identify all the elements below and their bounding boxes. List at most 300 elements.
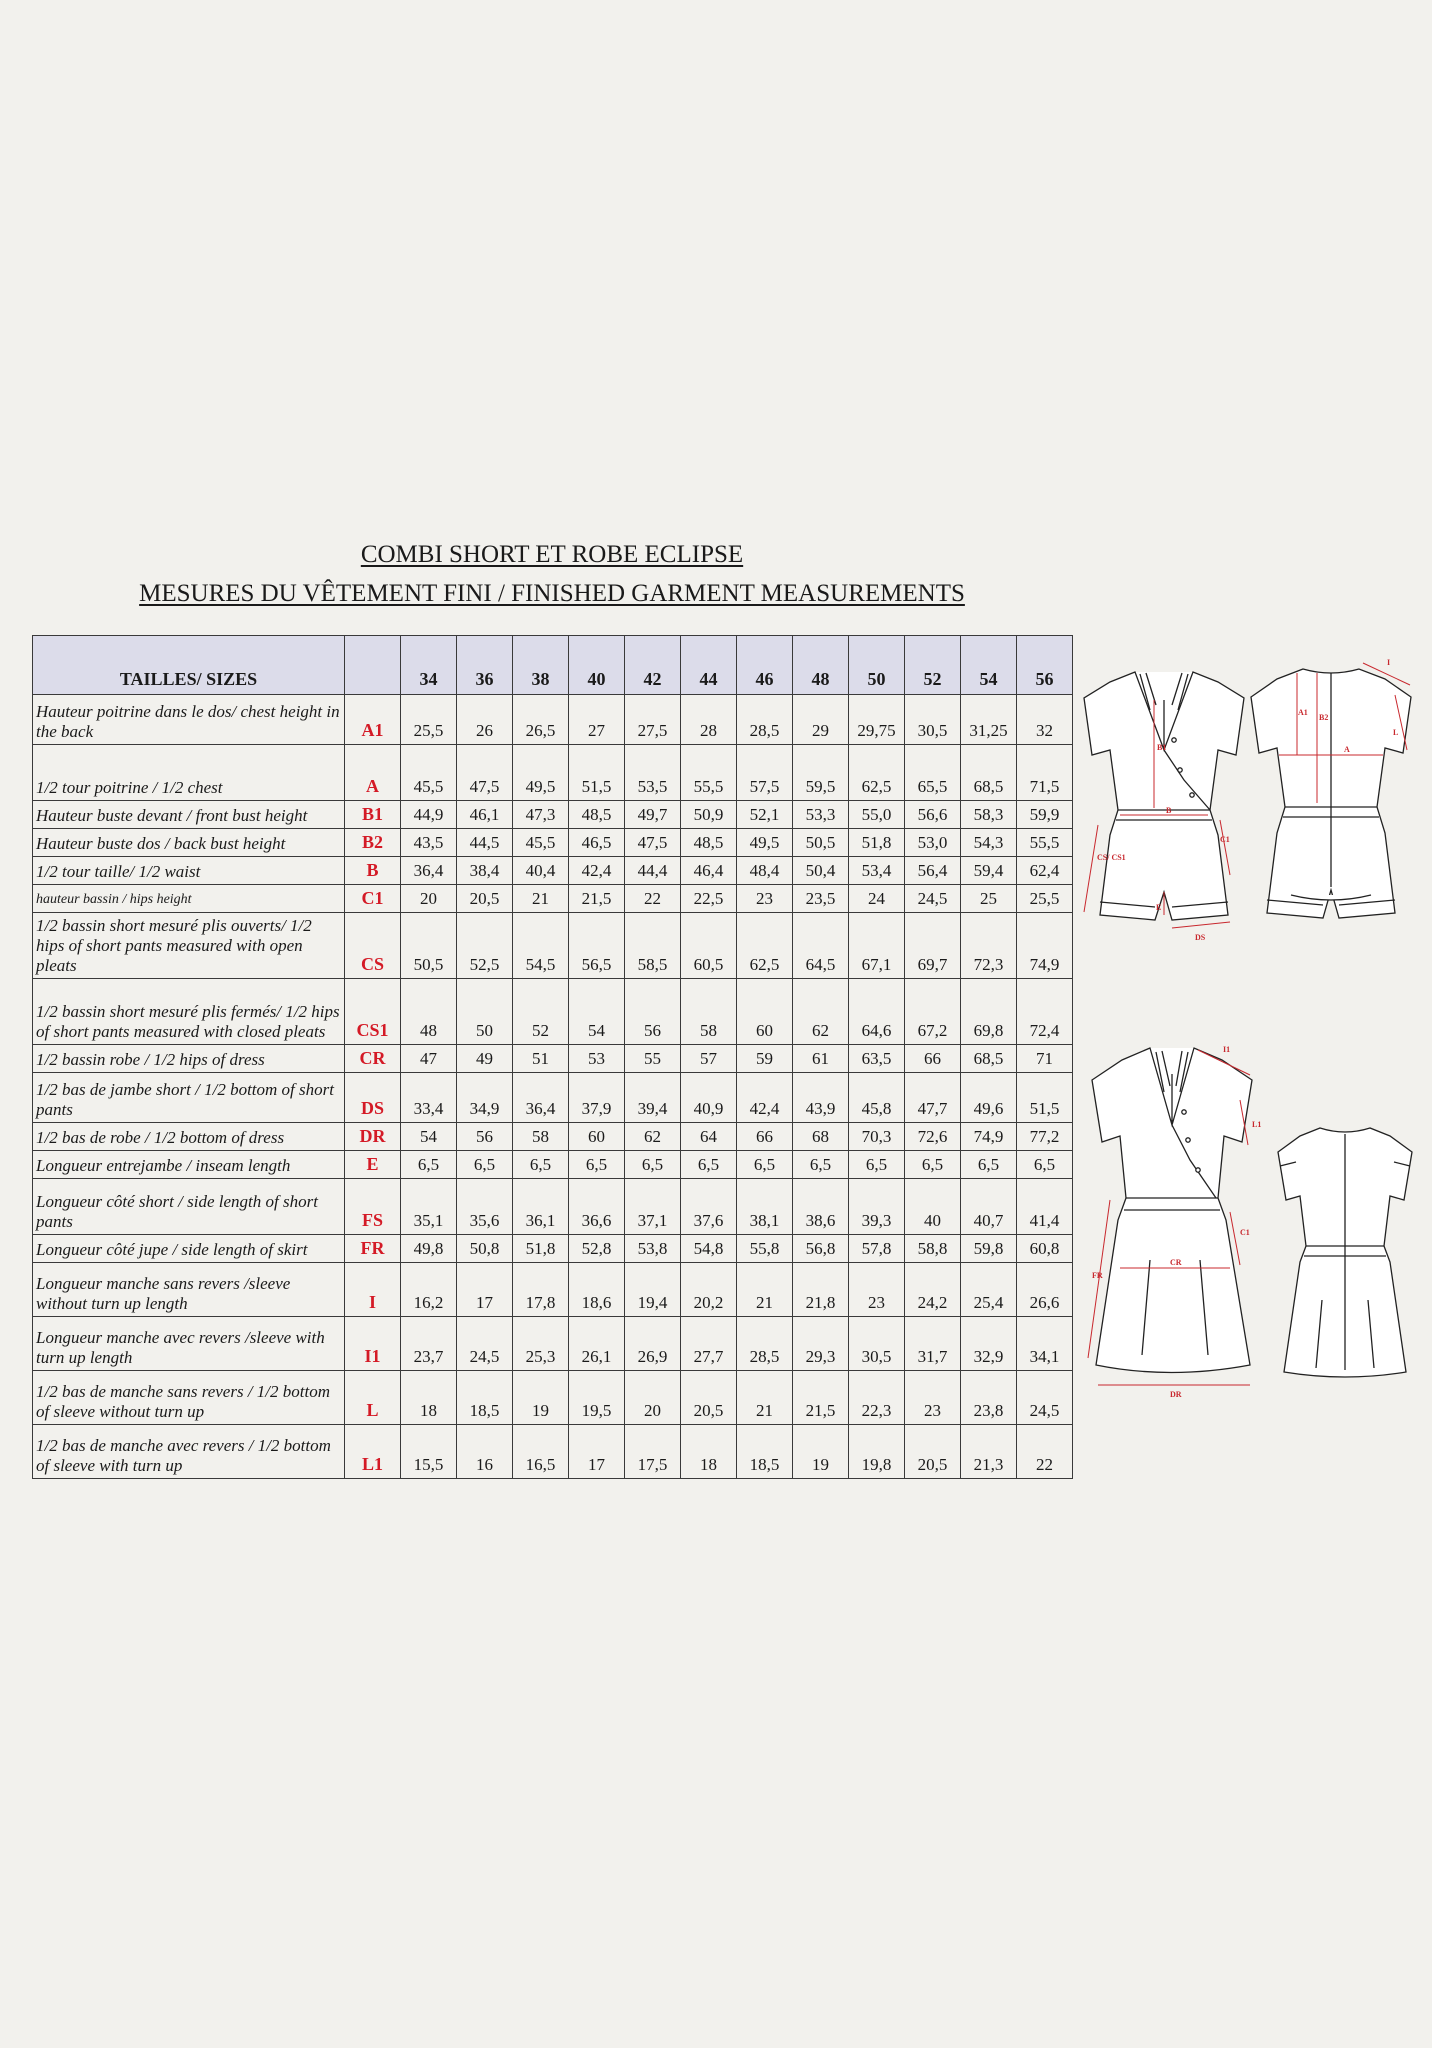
measurement-code: CS	[345, 913, 401, 979]
measurement-value: 72,4	[1017, 979, 1073, 1045]
measurement-value: 16,5	[513, 1425, 569, 1479]
measurement-value: 60	[569, 1123, 625, 1151]
dim-label: CR	[1170, 1258, 1182, 1267]
measurement-value: 6,5	[793, 1151, 849, 1179]
measurement-label: Longueur côté short / side length of short pants	[33, 1179, 345, 1235]
measurement-value: 25,5	[401, 695, 457, 745]
measurement-value: 60,8	[1017, 1235, 1073, 1263]
measurement-value: 21,5	[793, 1371, 849, 1425]
measurement-value: 39,4	[625, 1073, 681, 1123]
measurement-code: C1	[345, 885, 401, 913]
measurement-value: 59	[737, 1045, 793, 1073]
table-row	[33, 801, 1073, 829]
measurement-value: 18,5	[737, 1425, 793, 1479]
measurement-value: 44,4	[625, 857, 681, 885]
dim-label: B1	[1157, 743, 1167, 752]
size-header: 48	[793, 636, 849, 695]
measurement-label: 1/2 bas de manche avec revers / 1/2 bottom of sleeve with turn up	[33, 1425, 345, 1479]
measurement-value: 6,5	[457, 1151, 513, 1179]
measurement-code: L1	[345, 1425, 401, 1479]
measurement-label: Longueur entrejambe / inseam length	[33, 1151, 345, 1179]
measurement-code: CS1	[345, 979, 401, 1045]
measurement-value: 54	[569, 979, 625, 1045]
measurement-value: 46,1	[457, 801, 513, 829]
measurement-value: 28,5	[737, 1317, 793, 1371]
measurement-value: 22,5	[681, 885, 737, 913]
measurement-value: 46,4	[681, 857, 737, 885]
table-row	[33, 1317, 1073, 1371]
size-header: 46	[737, 636, 793, 695]
measurement-value: 17,8	[513, 1263, 569, 1317]
measurement-value: 23,8	[961, 1371, 1017, 1425]
table-row	[33, 1045, 1073, 1073]
measurement-value: 47,3	[513, 801, 569, 829]
measurement-value: 19,8	[849, 1425, 905, 1479]
measurement-value: 67,1	[849, 913, 905, 979]
measurement-value: 59,5	[793, 745, 849, 801]
measurement-value: 55,5	[1017, 829, 1073, 857]
measurement-label: hauteur bassin / hips height	[33, 885, 345, 913]
table-row	[33, 913, 1073, 979]
measurement-value: 65,5	[905, 745, 961, 801]
size-header: 36	[457, 636, 513, 695]
measurement-value: 36,6	[569, 1179, 625, 1235]
measurement-value: 51,8	[849, 829, 905, 857]
measurement-value: 23	[737, 885, 793, 913]
measurement-value: 66	[905, 1045, 961, 1073]
size-header: 44	[681, 636, 737, 695]
measurement-value: 32,9	[961, 1317, 1017, 1371]
measurement-value: 52,5	[457, 913, 513, 979]
measurement-value: 23,5	[793, 885, 849, 913]
measurement-value: 36,4	[513, 1073, 569, 1123]
measurement-value: 23	[905, 1371, 961, 1425]
measurement-value: 39,3	[849, 1179, 905, 1235]
measurement-value: 68	[793, 1123, 849, 1151]
measurement-value: 20,5	[681, 1371, 737, 1425]
measurement-code: A1	[345, 695, 401, 745]
size-header: 38	[513, 636, 569, 695]
measurement-value: 70,3	[849, 1123, 905, 1151]
size-header: 56	[1017, 636, 1073, 695]
table-row	[33, 745, 1073, 801]
measurement-value: 37,1	[625, 1179, 681, 1235]
measurement-value: 21,3	[961, 1425, 1017, 1479]
table-row	[33, 979, 1073, 1045]
measurement-value: 45,8	[849, 1073, 905, 1123]
measurement-value: 57	[681, 1045, 737, 1073]
measurement-value: 18	[681, 1425, 737, 1479]
measurement-value: 72,3	[961, 913, 1017, 979]
measurement-value: 55	[625, 1045, 681, 1073]
measurement-value: 64	[681, 1123, 737, 1151]
measurement-value: 6,5	[961, 1151, 1017, 1179]
measurement-value: 35,6	[457, 1179, 513, 1235]
measurement-label: Hauteur buste devant / front bust height	[33, 801, 345, 829]
dim-label: B2	[1319, 713, 1329, 722]
measurement-value: 49	[457, 1045, 513, 1073]
measurement-value: 32	[1017, 695, 1073, 745]
measurement-label: Hauteur buste dos / back bust height	[33, 829, 345, 857]
measurement-code: DR	[345, 1123, 401, 1151]
measurement-value: 37,6	[681, 1179, 737, 1235]
measurement-value: 61	[793, 1045, 849, 1073]
measurement-value: 47,5	[625, 829, 681, 857]
table-row	[33, 1425, 1073, 1479]
measurement-label: 1/2 bassin robe / 1/2 hips of dress	[33, 1045, 345, 1073]
measurement-value: 27,7	[681, 1317, 737, 1371]
measurement-value: 16,2	[401, 1263, 457, 1317]
measurement-value: 38,1	[737, 1179, 793, 1235]
dim-label: I	[1387, 658, 1391, 667]
measurement-value: 62	[625, 1123, 681, 1151]
measurement-label: 1/2 bassin short mesuré plis fermés/ 1/2 hips of short pants measured with closed pleats	[33, 979, 345, 1045]
measurement-value: 50,4	[793, 857, 849, 885]
dim-label: C1	[1220, 835, 1230, 844]
measurement-value: 77,2	[1017, 1123, 1073, 1151]
measurement-value: 20,5	[457, 885, 513, 913]
measurement-code: E	[345, 1151, 401, 1179]
table-row	[33, 1235, 1073, 1263]
measurement-value: 25,3	[513, 1317, 569, 1371]
measurement-value: 25,4	[961, 1263, 1017, 1317]
measurement-code: A	[345, 745, 401, 801]
measurement-value: 49,6	[961, 1073, 1017, 1123]
document-subtitle: MESURES DU VÊTEMENT FINI / FINISHED GARMENT MEASUREMENTS	[139, 580, 965, 607]
measurement-value: 63,5	[849, 1045, 905, 1073]
measurement-value: 59,4	[961, 857, 1017, 885]
measurement-value: 53,0	[905, 829, 961, 857]
measurement-value: 43,9	[793, 1073, 849, 1123]
measurement-value: 28,5	[737, 695, 793, 745]
measurement-value: 48,5	[569, 801, 625, 829]
size-header: 50	[849, 636, 905, 695]
measurement-value: 6,5	[737, 1151, 793, 1179]
measurement-value: 26	[457, 695, 513, 745]
dim-label: L1	[1252, 1120, 1262, 1129]
measurement-value: 6,5	[905, 1151, 961, 1179]
measurement-value: 46,5	[569, 829, 625, 857]
measurement-value: 18,6	[569, 1263, 625, 1317]
dim-label: A	[1344, 745, 1350, 754]
measurement-value: 15,5	[401, 1425, 457, 1479]
code-header	[345, 636, 401, 695]
table-row	[33, 1371, 1073, 1425]
measurement-value: 38,4	[457, 857, 513, 885]
measurement-value: 53,3	[793, 801, 849, 829]
measurement-value: 52,8	[569, 1235, 625, 1263]
romper-back-sketch	[1245, 655, 1415, 935]
dim-label: DR	[1170, 1390, 1182, 1399]
measurement-value: 24	[849, 885, 905, 913]
dress-front-drawing	[1080, 1040, 1270, 1400]
measurement-value: 74,9	[961, 1123, 1017, 1151]
measurement-value: 60,5	[681, 913, 737, 979]
measurement-value: 47,5	[457, 745, 513, 801]
measurement-value: 35,1	[401, 1179, 457, 1235]
measurement-value: 48,4	[737, 857, 793, 885]
measurement-value: 54,3	[961, 829, 1017, 857]
measurement-value: 45,5	[401, 745, 457, 801]
measurement-value: 56	[625, 979, 681, 1045]
measurement-value: 59,9	[1017, 801, 1073, 829]
measurement-value: 68,5	[961, 745, 1017, 801]
measurement-value: 50,9	[681, 801, 737, 829]
measurement-value: 40,9	[681, 1073, 737, 1123]
measurement-value: 62,5	[849, 745, 905, 801]
measurement-value: 24,5	[905, 885, 961, 913]
measurement-value: 29,3	[793, 1317, 849, 1371]
measurement-value: 19	[793, 1425, 849, 1479]
measurement-value: 67,2	[905, 979, 961, 1045]
measurement-value: 48,5	[681, 829, 737, 857]
measurement-value: 53,5	[625, 745, 681, 801]
measurement-value: 51	[513, 1045, 569, 1073]
measurement-value: 49,5	[737, 829, 793, 857]
measurement-value: 30,5	[905, 695, 961, 745]
romper-front-sketch	[1080, 660, 1250, 940]
table-body	[33, 695, 1073, 1479]
measurement-code: B	[345, 857, 401, 885]
measurement-label: Longueur manche sans revers /sleeve without turn up length	[33, 1263, 345, 1317]
dim-label: B	[1166, 806, 1172, 815]
measurement-value: 26,1	[569, 1317, 625, 1371]
measurement-value: 6,5	[569, 1151, 625, 1179]
measurement-value: 18	[401, 1371, 457, 1425]
dim-label: L	[1393, 728, 1399, 737]
measurement-value: 22,3	[849, 1371, 905, 1425]
table-row	[33, 1123, 1073, 1151]
measurement-value: 66	[737, 1123, 793, 1151]
measurement-value: 58	[513, 1123, 569, 1151]
measurement-value: 56,8	[793, 1235, 849, 1263]
measurement-value: 50,8	[457, 1235, 513, 1263]
measurement-value: 29	[793, 695, 849, 745]
measurement-value: 68,5	[961, 1045, 1017, 1073]
measurement-value: 58,3	[961, 801, 1017, 829]
measurement-value: 20,2	[681, 1263, 737, 1317]
measurement-value: 34,1	[1017, 1317, 1073, 1371]
measurement-value: 53,8	[625, 1235, 681, 1263]
measurement-value: 27,5	[625, 695, 681, 745]
measurement-value: 38,6	[793, 1179, 849, 1235]
measurement-code: I	[345, 1263, 401, 1317]
measurement-value: 64,6	[849, 979, 905, 1045]
measurement-code: I1	[345, 1317, 401, 1371]
measurement-value: 6,5	[849, 1151, 905, 1179]
measurement-value: 26,9	[625, 1317, 681, 1371]
measurement-code: CR	[345, 1045, 401, 1073]
measurement-value: 60	[737, 979, 793, 1045]
measurement-value: 28	[681, 695, 737, 745]
measurement-value: 16	[457, 1425, 513, 1479]
measurement-value: 69,7	[905, 913, 961, 979]
measurement-value: 23,7	[401, 1317, 457, 1371]
measurement-value: 71	[1017, 1045, 1073, 1073]
measurement-value: 19	[513, 1371, 569, 1425]
measurement-value: 49,5	[513, 745, 569, 801]
dress-back-drawing	[1270, 1120, 1420, 1390]
dim-label: C1	[1240, 1228, 1250, 1237]
measurement-value: 51,5	[569, 745, 625, 801]
measurement-value: 26,6	[1017, 1263, 1073, 1317]
measurement-value: 72,6	[905, 1123, 961, 1151]
measurement-label: 1/2 bassin short mesuré plis ouverts/ 1/2 hips of short pants measured with open pleats	[33, 913, 345, 979]
measurement-value: 17,5	[625, 1425, 681, 1479]
measurement-value: 58	[681, 979, 737, 1045]
measurement-value: 21,8	[793, 1263, 849, 1317]
measurement-value: 34,9	[457, 1073, 513, 1123]
measurement-value: 54,8	[681, 1235, 737, 1263]
measurement-value: 51,5	[1017, 1073, 1073, 1123]
measurement-value: 64,5	[793, 913, 849, 979]
dim-label: DS	[1195, 933, 1206, 940]
measurement-value: 21	[737, 1371, 793, 1425]
measurement-value: 36,1	[513, 1179, 569, 1235]
measurement-label: Longueur manche avec revers /sleeve with turn up length	[33, 1317, 345, 1371]
measurement-value: 18,5	[457, 1371, 513, 1425]
measurement-value: 57,8	[849, 1235, 905, 1263]
dim-label: CS/ CS1	[1097, 853, 1126, 862]
measurement-value: 17	[457, 1263, 513, 1317]
table-row	[33, 1151, 1073, 1179]
measurement-value: 27	[569, 695, 625, 745]
table-row	[33, 857, 1073, 885]
measurement-value: 57,5	[737, 745, 793, 801]
measurement-value: 6,5	[1017, 1151, 1073, 1179]
measurement-value: 21	[737, 1263, 793, 1317]
dress-front-sketch	[1080, 1040, 1270, 1400]
measurement-value: 71,5	[1017, 745, 1073, 801]
document-title: COMBI SHORT ET ROBE ECLIPSE	[360, 541, 744, 568]
measurement-code: B2	[345, 829, 401, 857]
size-header: 54	[961, 636, 1017, 695]
measurement-value: 44,9	[401, 801, 457, 829]
measurement-value: 31,25	[961, 695, 1017, 745]
measurement-value: 52,1	[737, 801, 793, 829]
measurement-value: 24,5	[457, 1317, 513, 1371]
measurement-value: 36,4	[401, 857, 457, 885]
measurement-value: 53,4	[849, 857, 905, 885]
measurement-value: 49,8	[401, 1235, 457, 1263]
measurement-value: 56	[457, 1123, 513, 1151]
measurement-value: 56,5	[569, 913, 625, 979]
measurement-value: 50	[457, 979, 513, 1045]
measurement-value: 56,4	[905, 857, 961, 885]
measurement-value: 50,5	[401, 913, 457, 979]
measurement-value: 55,5	[681, 745, 737, 801]
measurement-value: 17	[569, 1425, 625, 1479]
size-header: 42	[625, 636, 681, 695]
measurement-value: 55,0	[849, 801, 905, 829]
romper-back-drawing	[1245, 655, 1415, 935]
measurement-value: 22	[625, 885, 681, 913]
table-row	[33, 1263, 1073, 1317]
table-row	[33, 695, 1073, 745]
measurement-label: Longueur côté jupe / side length of skirt	[33, 1235, 345, 1263]
measurement-value: 19,5	[569, 1371, 625, 1425]
measurement-value: 59,8	[961, 1235, 1017, 1263]
measurement-value: 30,5	[849, 1317, 905, 1371]
measurement-value: 48	[401, 979, 457, 1045]
measurement-value: 47	[401, 1045, 457, 1073]
measurement-value: 20	[625, 1371, 681, 1425]
measurement-value: 37,9	[569, 1073, 625, 1123]
measurement-value: 58,8	[905, 1235, 961, 1263]
measurement-value: 53	[569, 1045, 625, 1073]
measurement-value: 6,5	[401, 1151, 457, 1179]
measurement-value: 19,4	[625, 1263, 681, 1317]
measurement-value: 40	[905, 1179, 961, 1235]
measurement-value: 52	[513, 979, 569, 1045]
measurement-value: 6,5	[681, 1151, 737, 1179]
measurement-value: 21,5	[569, 885, 625, 913]
dim-label: I1	[1223, 1045, 1231, 1054]
table-header-row	[33, 636, 1073, 695]
measurement-value: 24,5	[1017, 1371, 1073, 1425]
table-row	[33, 1073, 1073, 1123]
measurement-value: 42,4	[737, 1073, 793, 1123]
measurement-value: 43,5	[401, 829, 457, 857]
measurement-value: 44,5	[457, 829, 513, 857]
measurement-value: 20,5	[905, 1425, 961, 1479]
measurement-label: 1/2 bas de manche sans revers / 1/2 bottom of sleeve without turn up	[33, 1371, 345, 1425]
measurement-value: 6,5	[625, 1151, 681, 1179]
romper-front-drawing	[1080, 660, 1250, 940]
measurement-value: 42,4	[569, 857, 625, 885]
measurement-value: 51,8	[513, 1235, 569, 1263]
measurement-value: 21	[513, 885, 569, 913]
measurement-value: 58,5	[625, 913, 681, 979]
dim-label: FR	[1092, 1271, 1103, 1280]
measurement-value: 20	[401, 885, 457, 913]
measurement-code: L	[345, 1371, 401, 1425]
measurement-value: 47,7	[905, 1073, 961, 1123]
table-row	[33, 829, 1073, 857]
dim-label: A1	[1298, 708, 1308, 717]
size-header: 34	[401, 636, 457, 695]
measurement-value: 40,7	[961, 1179, 1017, 1235]
dress-back-sketch	[1270, 1120, 1420, 1390]
measurement-value: 26,5	[513, 695, 569, 745]
measurement-value: 33,4	[401, 1073, 457, 1123]
dim-label: E	[1156, 903, 1162, 912]
measurement-code: B1	[345, 801, 401, 829]
measurement-value: 6,5	[513, 1151, 569, 1179]
measurement-value: 29,75	[849, 695, 905, 745]
measurement-value: 69,8	[961, 979, 1017, 1045]
measurement-value: 55,8	[737, 1235, 793, 1263]
measurement-value: 74,9	[1017, 913, 1073, 979]
size-header: 52	[905, 636, 961, 695]
size-header: 40	[569, 636, 625, 695]
measurement-code: FS	[345, 1179, 401, 1235]
measurements-table	[32, 635, 1073, 1479]
measurement-value: 45,5	[513, 829, 569, 857]
measurement-value: 25,5	[1017, 885, 1073, 913]
measurement-label: 1/2 bas de jambe short / 1/2 bottom of short pants	[33, 1073, 345, 1123]
measurement-value: 41,4	[1017, 1179, 1073, 1235]
measurement-value: 31,7	[905, 1317, 961, 1371]
measurement-value: 62	[793, 979, 849, 1045]
measurement-code: DS	[345, 1073, 401, 1123]
measurement-value: 40,4	[513, 857, 569, 885]
measurement-value: 23	[849, 1263, 905, 1317]
measurement-value: 50,5	[793, 829, 849, 857]
measurement-value: 54	[401, 1123, 457, 1151]
measurement-value: 24,2	[905, 1263, 961, 1317]
measurement-value: 54,5	[513, 913, 569, 979]
